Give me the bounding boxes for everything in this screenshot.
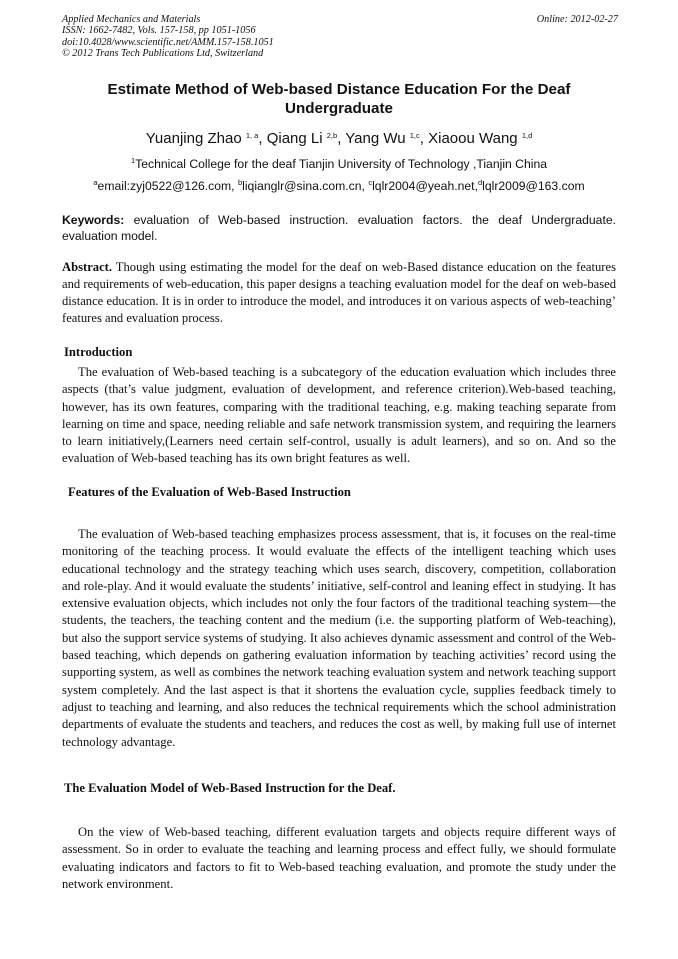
affiliation-mark: 1 bbox=[130, 156, 136, 165]
abstract bbox=[62, 259, 616, 327]
journal-header bbox=[62, 14, 618, 60]
doi-line: doi:10.4028/www.scientific.net/AMM.157-158.1051 bbox=[62, 36, 274, 48]
copyright-line: © 2012 Trans Tech Publications Ltd, Switzerland bbox=[62, 48, 264, 60]
author-affiliation-mark: 1,d bbox=[521, 131, 533, 140]
email-address: lqlr2009@163.com bbox=[482, 179, 585, 193]
affiliation bbox=[62, 156, 616, 172]
email-mark: b bbox=[237, 178, 243, 187]
section-heading-evaluation-model: The Evaluation Model of Web-Based Instruction for the Deaf. bbox=[64, 781, 396, 795]
author-affiliation-mark: 2,b bbox=[326, 131, 338, 140]
email-mark: c bbox=[368, 178, 373, 187]
section-heading-features: Features of the Evaluation of Web-Based Instruction bbox=[68, 485, 351, 499]
section-body-features: The evaluation of Web-based teaching emphasizes process assessment, that is, it focuses on the real-time monitoring of the teaching process. It would evaluate the effects of the intelligent teaching which uses educational technology and the strategy teaching which uses search, discovery, competition, collaboration and role-play. And it would evaluate the students’ initiative, self-control and leaning effect in studying. It has extensive evaluation objects, which includes not only the four factors of the traditional teaching system—the students, the teachers, the teaching content and the medium (i.e. the supporting platform of Web-teaching), but also the support service systems of studying. It also achieves dynamic assessment and control of the Web-based teaching, which depends on gathering evaluation information by teaching activities’ record using the supporting system, as well as combines the network teaching evaluation system and network teaching support system completely. And the last aspect is that it shortens the evaluation cycle, supplies feedback timely to adjust to teaching and learning, and also reduces the technical requirements which the school administration departments of evaluate the students and teachers, and reduces the cost as well, by making full use of internet technology advantage. bbox=[62, 527, 616, 749]
email-list bbox=[62, 178, 616, 194]
author-name: Yuanjing Zhao bbox=[145, 130, 242, 147]
author-affiliation-mark: 1, a bbox=[245, 131, 259, 140]
author-name: Yang Wu bbox=[345, 130, 406, 147]
keywords-label: Keywords: bbox=[62, 213, 125, 227]
author-list: Yuanjing Zhao $^{1, a}$, Qiang Li $^{2,b}$, Yang Wu $^{1,c}$, Xiaoou Wang $^{1,d}$ bbox=[145, 130, 533, 147]
author-name: Xiaoou Wang bbox=[428, 130, 518, 147]
email-address: lqlr2004@yeah.net, bbox=[372, 179, 478, 193]
section-body-evaluation-model: On the view of Web-based teaching, different evaluation targets and objects require different ways of assessment. So in order to evaluate the teaching and learning process and effect fully, we should formulate evaluating indicators and factors to fit to Web-based teaching evaluation, and promote the study under the network environment. bbox=[62, 825, 616, 891]
journal-name: Applied Mechanics and Materials bbox=[62, 14, 201, 25]
author-name: Qiang Li bbox=[266, 130, 323, 147]
section-body-introduction: The evaluation of Web-based teaching is a subcategory of the education evaluation which includes three aspects (that’s value judgment, evaluation of development, and reference criterion).Web-based teaching, however, has its own features, comparing with the traditional teaching, e.g. making teaching separate from learning on time and space, needing reliable and safe network transmission system, and requiring the learners to learn initiatively,(Learners need certain self-control, usually is adult learners), and so on. And so the evaluation of Web-based teaching has its own bright features as well. bbox=[62, 365, 616, 466]
abstract-label: Abstract. bbox=[62, 260, 113, 274]
online-date: Online: 2012-02-27 bbox=[536, 14, 618, 25]
email-address: liqianglr@sina.com.cn, bbox=[242, 179, 365, 193]
issn-line: ISSN: 1662-7482, Vols. 157-158, pp 1051-1056 bbox=[62, 25, 256, 37]
abstract-text: Though using estimating the model for the deaf on web-Based distance education on the features and requirements of web-education, this paper designs a teaching evaluation model for the deaf on web-based distance education. It is in order to introduce the model, and introduces it on various aspects of web-teaching’ features and evaluation process. bbox=[62, 260, 616, 325]
author-affiliation-mark: 1,c bbox=[409, 131, 420, 140]
keywords bbox=[62, 212, 616, 244]
email-address: email:zyj0522@126.com, bbox=[97, 179, 235, 193]
paper-title: Estimate Method of Web-based Distance Education For the Deaf Undergraduate bbox=[107, 81, 571, 117]
email-mark: a bbox=[93, 178, 98, 187]
affiliation-text: Technical College for the deaf Tianjin University of Technology ,Tianjin China bbox=[135, 157, 548, 171]
section-heading-introduction: Introduction bbox=[64, 345, 133, 359]
keywords-text: evaluation of Web-based instruction. evaluation factors. the deaf Undergraduate. evaluation model. bbox=[62, 213, 617, 243]
email-mark: d bbox=[477, 178, 483, 187]
